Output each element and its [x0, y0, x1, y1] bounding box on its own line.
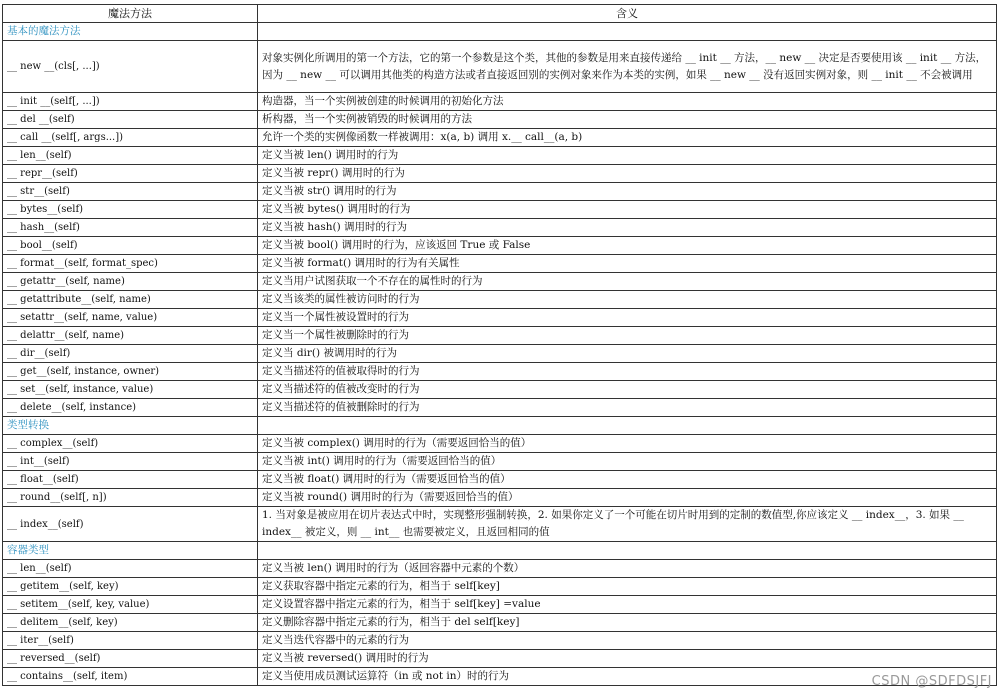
method-signature-cell: __ new __(cls[, ...]): [3, 41, 258, 93]
method-signature-cell: __ complex__(self): [3, 435, 258, 453]
method-signature-cell: __ str__(self): [3, 183, 258, 201]
method-meaning-cell: 1. 当对象是被应用在切片表达式中时，实现整形强制转换，2. 如果你定义了一个可能在切片时用到的定制的数值型,你应该定义 __ index__，3. 如果 __ index__ 被定义，则 __ int__ 也需要被定义，且返回相同的值: [258, 507, 997, 542]
method-meaning-cell: 定义当描述符的值被取得时的行为: [258, 363, 997, 381]
table-row: [3, 345, 997, 363]
method-meaning-cell: 定义当该类的属性被访问时的行为: [258, 291, 997, 309]
table-row: [3, 381, 997, 399]
table-row: [3, 489, 997, 507]
method-signature-cell: __ delitem__(self, key): [3, 614, 258, 632]
table-body: [3, 23, 997, 686]
method-signature-cell: __ repr__(self): [3, 165, 258, 183]
method-meaning-cell: 定义获取容器中指定元素的行为，相当于 self[key]: [258, 578, 997, 596]
method-meaning-cell: 定义当使用成员测试运算符（in 或 not in）时的行为: [258, 668, 997, 686]
method-meaning-cell: 对象实例化所调用的第一个方法，它的第一个参数是这个类，其他的参数是用来直接传递给 __ init __ 方法，__ new __ 决定是否要使用该 __ init __ 方法，因为 __ new __ 可以调用其他类的构造方法或者直接返回别的实例对象来作为本类的实例，如果 __ new __ 没有返回实例对象，则 __ init __ 不会被调用: [258, 41, 997, 93]
method-signature-cell: __ round__(self[, n]): [3, 489, 258, 507]
table-row: [3, 435, 997, 453]
method-meaning-cell: 定义当被 float() 调用时的行为（需要返回恰当的值）: [258, 471, 997, 489]
method-meaning-cell: 定义当用户试图获取一个不存在的属性时的行为: [258, 273, 997, 291]
method-signature-cell: __ get__(self, instance, owner): [3, 363, 258, 381]
method-signature-cell: __ int__(self): [3, 453, 258, 471]
method-meaning-cell: 定义当被 complex() 调用时的行为（需要返回恰当的值）: [258, 435, 997, 453]
method-meaning-cell: 定义当一个属性被设置时的行为: [258, 309, 997, 327]
table-row: [3, 596, 997, 614]
table-row: [3, 291, 997, 309]
method-signature-cell: __ iter__(self): [3, 632, 258, 650]
method-meaning-cell: 定义当被 len() 调用时的行为: [258, 147, 997, 165]
method-meaning-cell: 定义当描述符的值被删除时的行为: [258, 399, 997, 417]
method-meaning-cell: 定义当被 hash() 调用时的行为: [258, 219, 997, 237]
table-row: [3, 399, 997, 417]
section-title: 基本的魔法方法: [3, 23, 258, 41]
method-signature-cell: __ reversed__(self): [3, 650, 258, 668]
table-row: [3, 578, 997, 596]
method-meaning-cell: 定义当被 str() 调用时的行为: [258, 183, 997, 201]
method-signature-cell: __ dir__(self): [3, 345, 258, 363]
table-row: [3, 560, 997, 578]
method-signature-cell: __ set__(self, instance, value): [3, 381, 258, 399]
method-signature-cell: __ setattr__(self, name, value): [3, 309, 258, 327]
method-signature-cell: __ call __(self[, args...]): [3, 129, 258, 147]
column-header-meaning: 含义: [258, 5, 997, 23]
method-meaning-cell: 定义当被 len() 调用时的行为（返回容器中元素的个数）: [258, 560, 997, 578]
method-meaning-cell: 定义当一个属性被删除时的行为: [258, 327, 997, 345]
section-header-row: [3, 23, 997, 41]
method-signature-cell: __ del __(self): [3, 111, 258, 129]
method-meaning-cell: 定义删除容器中指定元素的行为，相当于 del self[key]: [258, 614, 997, 632]
method-signature-cell: __ format__(self, format_spec): [3, 255, 258, 273]
table-row: [3, 327, 997, 345]
table-row: [3, 147, 997, 165]
table-header-row: [3, 5, 997, 23]
section-empty-cell: [258, 23, 997, 41]
table-row: [3, 41, 997, 93]
table-row: [3, 453, 997, 471]
magic-methods-table: [2, 4, 997, 686]
table-row: [3, 165, 997, 183]
method-meaning-cell: 定义当被 round() 调用时的行为（需要返回恰当的值）: [258, 489, 997, 507]
method-meaning-cell: 定义当被 repr() 调用时的行为: [258, 165, 997, 183]
table-row: [3, 255, 997, 273]
method-meaning-cell: 构造器，当一个实例被创建的时候调用的初始化方法: [258, 93, 997, 111]
method-signature-cell: __ index__(self): [3, 507, 258, 542]
method-meaning-cell: 定义当 dir() 被调用时的行为: [258, 345, 997, 363]
method-meaning-cell: 定义当被 reversed() 调用时的行为: [258, 650, 997, 668]
method-signature-cell: __ getattribute__(self, name): [3, 291, 258, 309]
table-row: [3, 237, 997, 255]
method-signature-cell: __ delattr__(self, name): [3, 327, 258, 345]
method-meaning-cell: 定义当被 format() 调用时的行为有关属性: [258, 255, 997, 273]
method-signature-cell: __ contains__(self, item): [3, 668, 258, 686]
method-signature-cell: __ hash__(self): [3, 219, 258, 237]
method-signature-cell: __ float__(self): [3, 471, 258, 489]
method-signature-cell: __ bytes__(self): [3, 201, 258, 219]
method-meaning-cell: 定义当描述符的值被改变时的行为: [258, 381, 997, 399]
table-row: [3, 471, 997, 489]
table-row: [3, 93, 997, 111]
method-meaning-cell: 定义当被 bool() 调用时的行为，应该返回 True 或 False: [258, 237, 997, 255]
method-signature-cell: __ init __(self[, ...]): [3, 93, 258, 111]
section-empty-cell: [258, 417, 997, 435]
method-meaning-cell: 定义当被 bytes() 调用时的行为: [258, 201, 997, 219]
table-row: [3, 183, 997, 201]
table-row: [3, 219, 997, 237]
section-empty-cell: [258, 542, 997, 560]
table-row: [3, 129, 997, 147]
table-row: [3, 309, 997, 327]
method-meaning-cell: 定义当迭代容器中的元素的行为: [258, 632, 997, 650]
method-meaning-cell: 允许一个类的实例像函数一样被调用：x(a, b) 调用 x.__ call__(a, b): [258, 129, 997, 147]
table-row: [3, 363, 997, 381]
column-header-method: 魔法方法: [3, 5, 258, 23]
method-signature-cell: __ setitem__(self, key, value): [3, 596, 258, 614]
table-row: [3, 668, 997, 686]
table-row: [3, 650, 997, 668]
table-row: [3, 632, 997, 650]
method-signature-cell: __ bool__(self): [3, 237, 258, 255]
table-row: [3, 201, 997, 219]
section-title: 容器类型: [3, 542, 258, 560]
method-meaning-cell: 定义当被 int() 调用时的行为（需要返回恰当的值）: [258, 453, 997, 471]
table-row: [3, 111, 997, 129]
table-row: [3, 507, 997, 542]
method-signature-cell: __ getattr__(self, name): [3, 273, 258, 291]
method-meaning-cell: 析构器，当一个实例被销毁的时候调用的方法: [258, 111, 997, 129]
method-meaning-cell: 定义设置容器中指定元素的行为，相当于 self[key] =value: [258, 596, 997, 614]
table-row: [3, 614, 997, 632]
method-signature-cell: __ delete__(self, instance): [3, 399, 258, 417]
section-header-row: [3, 417, 997, 435]
table-row: [3, 273, 997, 291]
section-header-row: [3, 542, 997, 560]
method-signature-cell: __ len__(self): [3, 560, 258, 578]
method-signature-cell: __ getitem__(self, key): [3, 578, 258, 596]
watermark: CSDN @SDFDSJFJ: [871, 674, 992, 689]
method-signature-cell: __ len__(self): [3, 147, 258, 165]
section-title: 类型转换: [3, 417, 258, 435]
